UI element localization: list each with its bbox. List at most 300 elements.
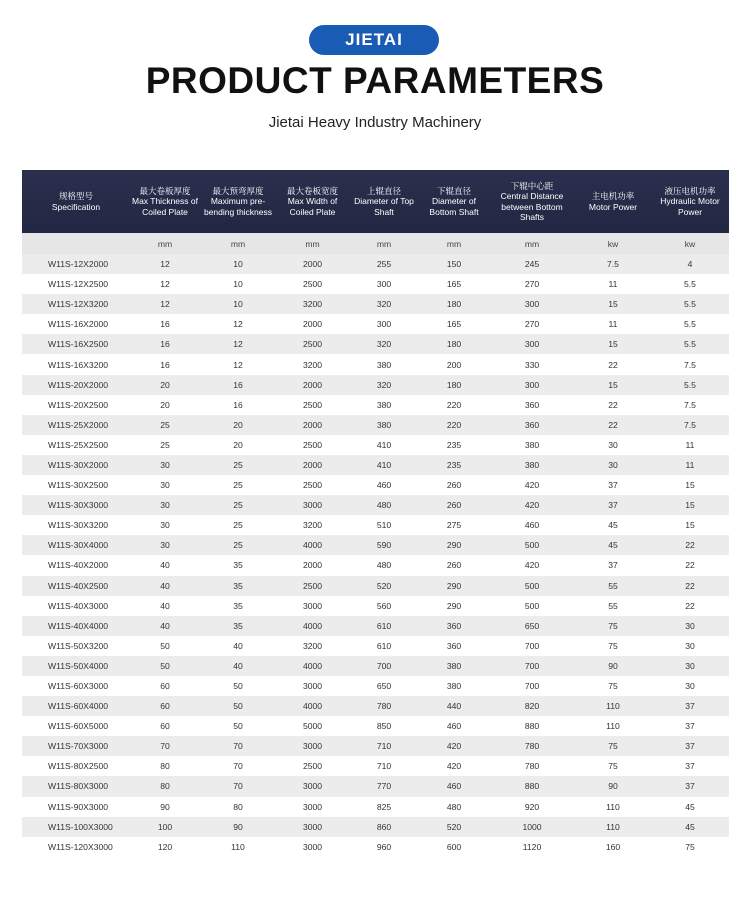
table-row xyxy=(22,254,729,274)
table-cell: 35 xyxy=(200,616,276,636)
table-cell: 50 xyxy=(200,696,276,716)
column-header xyxy=(575,170,651,233)
spec-model-cell: W11S-40X2500 xyxy=(22,576,130,596)
table-cell: 5.5 xyxy=(651,375,729,395)
table-cell: 110 xyxy=(200,837,276,857)
table-cell: 40 xyxy=(130,576,200,596)
table-cell: 320 xyxy=(349,375,419,395)
table-cell: 75 xyxy=(651,837,729,857)
table-cell: 380 xyxy=(349,354,419,374)
page-subtitle: Jietai Heavy Industry Machinery xyxy=(268,114,482,131)
column-header xyxy=(22,170,130,233)
table-cell: 360 xyxy=(419,616,489,636)
table-cell: 25 xyxy=(200,455,276,475)
table-cell: 22 xyxy=(575,415,651,435)
table-cell: 35 xyxy=(200,596,276,616)
table-row xyxy=(22,435,729,455)
table-row xyxy=(22,294,729,314)
spec-model-cell: W11S-16X3200 xyxy=(22,354,130,374)
table-row xyxy=(22,576,729,596)
table-cell: 10 xyxy=(200,294,276,314)
column-header-zh: 规格型号 xyxy=(58,191,93,201)
table-cell: 460 xyxy=(349,475,419,495)
table-cell: 360 xyxy=(489,395,575,415)
table-cell: 165 xyxy=(419,314,489,334)
table-cell: 5.5 xyxy=(651,334,729,354)
table-cell: 22 xyxy=(651,535,729,555)
table-cell: 30 xyxy=(130,475,200,495)
table-cell: 960 xyxy=(349,837,419,857)
table-cell: 480 xyxy=(419,797,489,817)
spec-model-cell: W11S-40X3000 xyxy=(22,596,130,616)
table-cell: 780 xyxy=(349,696,419,716)
table-cell: 75 xyxy=(575,616,651,636)
table-cell: 75 xyxy=(575,636,651,656)
column-header-zh: 最大卷板宽度 xyxy=(286,185,338,196)
table-cell: 25 xyxy=(130,415,200,435)
table-cell: 110 xyxy=(575,817,651,837)
table-cell: 90 xyxy=(200,817,276,837)
table-cell: 380 xyxy=(419,656,489,676)
table-cell: 25 xyxy=(130,435,200,455)
table-row xyxy=(22,636,729,656)
table-cell: 300 xyxy=(349,274,419,294)
table-cell: 260 xyxy=(419,475,489,495)
table-cell: 5.5 xyxy=(651,294,729,314)
table-cell: 300 xyxy=(489,375,575,395)
column-header xyxy=(276,170,349,233)
table-cell: 4000 xyxy=(276,535,349,555)
column-header-en: Maximum pre-bending thickness xyxy=(203,196,273,217)
table-cell: 45 xyxy=(575,535,651,555)
table-cell: 80 xyxy=(130,776,200,796)
table-cell: 110 xyxy=(575,716,651,736)
table-cell: 700 xyxy=(489,636,575,656)
table-cell: 3200 xyxy=(276,294,349,314)
column-header-en: Max Thickness of Coiled Plate xyxy=(132,196,198,217)
spec-model-cell: W11S-12X2500 xyxy=(22,274,130,294)
table-cell: 3000 xyxy=(276,596,349,616)
table-cell: 45 xyxy=(651,817,729,837)
table-cell: 235 xyxy=(419,455,489,475)
table-row xyxy=(22,736,729,756)
column-header xyxy=(200,170,276,233)
table-cell: 35 xyxy=(200,555,276,575)
table-cell: 30 xyxy=(130,495,200,515)
table-cell: 420 xyxy=(419,756,489,776)
table-cell: 560 xyxy=(349,596,419,616)
table-cell: 40 xyxy=(130,596,200,616)
unit-cell: mm xyxy=(130,233,200,254)
table-cell: 380 xyxy=(419,676,489,696)
table-cell: 20 xyxy=(130,395,200,415)
table-cell: 90 xyxy=(130,797,200,817)
table-row xyxy=(22,395,729,415)
unit-cell: mm xyxy=(276,233,349,254)
table-row xyxy=(22,495,729,515)
table-cell: 15 xyxy=(651,475,729,495)
table-cell: 180 xyxy=(419,294,489,314)
table-cell: 3000 xyxy=(276,776,349,796)
table-cell: 300 xyxy=(489,294,575,314)
table-cell: 12 xyxy=(200,334,276,354)
table-cell: 610 xyxy=(349,616,419,636)
table-cell: 920 xyxy=(489,797,575,817)
column-header xyxy=(349,170,419,233)
table-cell: 55 xyxy=(575,576,651,596)
table-cell: 12 xyxy=(200,354,276,374)
table-cell: 20 xyxy=(200,435,276,455)
table-cell: 60 xyxy=(130,696,200,716)
table-cell: 37 xyxy=(651,696,729,716)
page-title: PRODUCT PARAMETERS xyxy=(145,60,605,101)
table-cell: 40 xyxy=(130,555,200,575)
spec-model-cell: W11S-30X3000 xyxy=(22,495,130,515)
table-cell: 25 xyxy=(200,515,276,535)
table-cell: 30 xyxy=(575,435,651,455)
table-cell: 2000 xyxy=(276,555,349,575)
table-cell: 650 xyxy=(349,676,419,696)
table-cell: 480 xyxy=(349,555,419,575)
table-cell: 825 xyxy=(349,797,419,817)
table-cell: 520 xyxy=(349,576,419,596)
table-cell: 30 xyxy=(651,636,729,656)
table-cell: 360 xyxy=(419,636,489,656)
spec-model-cell: W11S-50X4000 xyxy=(22,656,130,676)
table-cell: 3000 xyxy=(276,797,349,817)
table-cell: 11 xyxy=(651,435,729,455)
table-cell: 37 xyxy=(651,736,729,756)
table-cell: 12 xyxy=(130,294,200,314)
spec-model-cell: W11S-40X2000 xyxy=(22,555,130,575)
table-cell: 5.5 xyxy=(651,274,729,294)
table-cell: 710 xyxy=(349,736,419,756)
table-cell: 70 xyxy=(200,776,276,796)
table-cell: 880 xyxy=(489,716,575,736)
table-header-row xyxy=(22,170,729,233)
table-cell: 320 xyxy=(349,334,419,354)
table-cell: 180 xyxy=(419,334,489,354)
table-cell: 820 xyxy=(489,696,575,716)
table-cell: 440 xyxy=(419,696,489,716)
table-cell: 3200 xyxy=(276,515,349,535)
table-cell: 75 xyxy=(575,756,651,776)
table-cell: 510 xyxy=(349,515,419,535)
table-cell: 80 xyxy=(130,756,200,776)
table-cell: 165 xyxy=(419,274,489,294)
table-cell: 35 xyxy=(200,576,276,596)
table-cell: 16 xyxy=(130,314,200,334)
table-row xyxy=(22,696,729,716)
table-cell: 12 xyxy=(130,254,200,274)
table-cell: 12 xyxy=(130,274,200,294)
table-cell: 420 xyxy=(489,495,575,515)
table-cell: 100 xyxy=(130,817,200,837)
table-cell: 50 xyxy=(130,656,200,676)
table-cell: 460 xyxy=(419,716,489,736)
spec-model-cell: W11S-120X3000 xyxy=(22,837,130,857)
table-row xyxy=(22,274,729,294)
table-cell: 37 xyxy=(651,776,729,796)
spec-model-cell: W11S-12X2000 xyxy=(22,254,130,274)
table-row xyxy=(22,756,729,776)
table-cell: 90 xyxy=(575,656,651,676)
table-cell: 11 xyxy=(575,314,651,334)
table-cell: 11 xyxy=(575,274,651,294)
table-cell: 22 xyxy=(651,555,729,575)
table-cell: 1000 xyxy=(489,817,575,837)
column-header xyxy=(651,170,729,233)
table-cell: 5000 xyxy=(276,716,349,736)
table-cell: 40 xyxy=(130,616,200,636)
table-cell: 30 xyxy=(130,455,200,475)
table-cell: 300 xyxy=(489,334,575,354)
table-cell: 4 xyxy=(651,254,729,274)
table-row xyxy=(22,656,729,676)
table-cell: 110 xyxy=(575,797,651,817)
table-cell: 700 xyxy=(489,656,575,676)
table-row xyxy=(22,455,729,475)
table-cell: 4000 xyxy=(276,696,349,716)
table-cell: 710 xyxy=(349,756,419,776)
unit-cell: kw xyxy=(651,233,729,254)
table-cell: 3000 xyxy=(276,676,349,696)
unit-cell: mm xyxy=(489,233,575,254)
spec-model-cell: W11S-20X2500 xyxy=(22,395,130,415)
table-row xyxy=(22,797,729,817)
table-cell: 37 xyxy=(651,756,729,776)
table-cell: 60 xyxy=(130,716,200,736)
table-cell: 40 xyxy=(200,656,276,676)
table-cell: 10 xyxy=(200,274,276,294)
table-cell: 255 xyxy=(349,254,419,274)
column-header-zh: 液压电机功率 xyxy=(664,185,716,196)
table-cell: 2500 xyxy=(276,576,349,596)
table-row xyxy=(22,515,729,535)
table-cell: 880 xyxy=(489,776,575,796)
spec-model-cell: W11S-25X2000 xyxy=(22,415,130,435)
table-cell: 2500 xyxy=(276,334,349,354)
spec-model-cell: W11S-16X2000 xyxy=(22,314,130,334)
table-cell: 7.5 xyxy=(651,354,729,374)
table-cell: 2500 xyxy=(276,475,349,495)
table-cell: 90 xyxy=(575,776,651,796)
table-cell: 520 xyxy=(419,817,489,837)
spec-model-cell: W11S-70X3000 xyxy=(22,736,130,756)
table-cell: 15 xyxy=(575,375,651,395)
column-header-zh: 下辊直径 xyxy=(436,185,471,196)
table-cell: 235 xyxy=(419,435,489,455)
table-cell: 460 xyxy=(489,515,575,535)
column-header-en: Central Distance between Bottom Shafts xyxy=(500,191,564,222)
table-cell: 25 xyxy=(200,535,276,555)
table-cell: 320 xyxy=(349,294,419,314)
table-row xyxy=(22,616,729,636)
spec-model-cell: W11S-20X2000 xyxy=(22,375,130,395)
table-cell: 270 xyxy=(489,274,575,294)
table-cell: 500 xyxy=(489,535,575,555)
spec-model-cell: W11S-25X2500 xyxy=(22,435,130,455)
spec-model-cell: W11S-60X3000 xyxy=(22,676,130,696)
table-cell: 20 xyxy=(130,375,200,395)
table-cell: 3000 xyxy=(276,837,349,857)
table-cell: 500 xyxy=(489,596,575,616)
table-cell: 380 xyxy=(489,435,575,455)
table-row xyxy=(22,596,729,616)
table-cell: 16 xyxy=(200,395,276,415)
table-cell: 600 xyxy=(419,837,489,857)
table-cell: 55 xyxy=(575,596,651,616)
table-cell: 480 xyxy=(349,495,419,515)
table-cell: 7.5 xyxy=(651,395,729,415)
table-cell: 160 xyxy=(575,837,651,857)
table-cell: 7.5 xyxy=(575,254,651,274)
unit-cell: mm xyxy=(200,233,276,254)
table-row xyxy=(22,375,729,395)
table-cell: 10 xyxy=(200,254,276,274)
column-header-zh: 最大预弯厚度 xyxy=(212,185,264,196)
table-cell: 2000 xyxy=(276,455,349,475)
table-cell: 16 xyxy=(200,375,276,395)
column-header xyxy=(489,170,575,233)
table-cell: 2000 xyxy=(276,254,349,274)
units-row xyxy=(22,233,729,254)
column-header-zh: 主电机功率 xyxy=(591,191,635,201)
table-row xyxy=(22,716,729,736)
table-cell: 37 xyxy=(575,495,651,515)
table-row xyxy=(22,776,729,796)
table-cell: 22 xyxy=(575,395,651,415)
table-cell: 37 xyxy=(575,475,651,495)
brand-badge: JIETAI xyxy=(309,25,439,55)
table-cell: 70 xyxy=(200,756,276,776)
table-cell: 15 xyxy=(651,495,729,515)
table-cell: 330 xyxy=(489,354,575,374)
column-header-en: Diameter of Bottom Shaft xyxy=(429,196,479,217)
table-cell: 220 xyxy=(419,395,489,415)
table-cell: 700 xyxy=(489,676,575,696)
table-cell: 50 xyxy=(200,716,276,736)
table-cell: 50 xyxy=(130,636,200,656)
table-cell: 2500 xyxy=(276,395,349,415)
table-cell: 380 xyxy=(349,415,419,435)
table-cell: 16 xyxy=(130,334,200,354)
table-cell: 1120 xyxy=(489,837,575,857)
table-cell: 30 xyxy=(130,515,200,535)
table-cell: 30 xyxy=(651,676,729,696)
table-cell: 380 xyxy=(489,455,575,475)
table-cell: 290 xyxy=(419,596,489,616)
table-cell: 180 xyxy=(419,375,489,395)
table-cell: 200 xyxy=(419,354,489,374)
table-cell: 75 xyxy=(575,736,651,756)
table-cell: 40 xyxy=(200,636,276,656)
table-cell: 60 xyxy=(130,676,200,696)
table-cell: 360 xyxy=(489,415,575,435)
table-cell: 70 xyxy=(200,736,276,756)
spec-model-cell: W11S-50X3200 xyxy=(22,636,130,656)
table-cell: 2500 xyxy=(276,756,349,776)
table-cell: 45 xyxy=(575,515,651,535)
table-cell: 150 xyxy=(419,254,489,274)
spec-model-cell: W11S-30X3200 xyxy=(22,515,130,535)
table-cell: 15 xyxy=(575,334,651,354)
spec-model-cell: W11S-80X2500 xyxy=(22,756,130,776)
table-row xyxy=(22,676,729,696)
table-cell: 850 xyxy=(349,716,419,736)
spec-model-cell: W11S-60X5000 xyxy=(22,716,130,736)
spec-model-cell: W11S-60X4000 xyxy=(22,696,130,716)
table-cell: 4000 xyxy=(276,616,349,636)
spec-model-cell: W11S-90X3000 xyxy=(22,797,130,817)
table-cell: 770 xyxy=(349,776,419,796)
table-row xyxy=(22,817,729,837)
table-cell: 260 xyxy=(419,495,489,515)
table-row xyxy=(22,415,729,435)
table-cell: 260 xyxy=(419,555,489,575)
table-cell: 410 xyxy=(349,455,419,475)
table-cell: 220 xyxy=(419,415,489,435)
spec-model-cell: W11S-100X3000 xyxy=(22,817,130,837)
table-cell: 50 xyxy=(200,676,276,696)
table-cell: 500 xyxy=(489,576,575,596)
table-row xyxy=(22,354,729,374)
table-cell: 2000 xyxy=(276,375,349,395)
table-cell: 22 xyxy=(651,576,729,596)
table-cell: 420 xyxy=(489,475,575,495)
table-cell: 4000 xyxy=(276,656,349,676)
table-cell: 410 xyxy=(349,435,419,455)
spec-model-cell: W11S-12X3200 xyxy=(22,294,130,314)
unit-cell: kw xyxy=(575,233,651,254)
table-cell: 120 xyxy=(130,837,200,857)
table-cell: 37 xyxy=(651,716,729,736)
table-cell: 110 xyxy=(575,696,651,716)
unit-cell xyxy=(22,233,130,254)
table-cell: 11 xyxy=(651,455,729,475)
spec-model-cell: W11S-30X2500 xyxy=(22,475,130,495)
table-cell: 30 xyxy=(130,535,200,555)
table-cell: 460 xyxy=(419,776,489,796)
table-cell: 3000 xyxy=(276,495,349,515)
spec-model-cell: W11S-30X4000 xyxy=(22,535,130,555)
table-row xyxy=(22,535,729,555)
table-cell: 20 xyxy=(200,415,276,435)
table-cell: 380 xyxy=(349,395,419,415)
table-cell: 3200 xyxy=(276,354,349,374)
table-cell: 2500 xyxy=(276,435,349,455)
table-cell: 2000 xyxy=(276,415,349,435)
table-row xyxy=(22,314,729,334)
table-cell: 30 xyxy=(651,656,729,676)
table-cell: 275 xyxy=(419,515,489,535)
spec-model-cell: W11S-40X4000 xyxy=(22,616,130,636)
table-cell: 270 xyxy=(489,314,575,334)
column-header-en: Max Width of Coiled Plate xyxy=(287,196,338,217)
column-header-zh: 下辊中心距 xyxy=(510,180,554,191)
unit-cell: mm xyxy=(349,233,419,254)
table-row xyxy=(22,837,729,857)
table-cell: 37 xyxy=(575,555,651,575)
spec-model-cell: W11S-16X2500 xyxy=(22,334,130,354)
column-header-en: Hydraulic Motor Power xyxy=(660,196,720,217)
table-cell: 25 xyxy=(200,495,276,515)
column-header xyxy=(130,170,200,233)
table-cell: 12 xyxy=(200,314,276,334)
column-header-en: Motor Power xyxy=(588,201,638,212)
table-cell: 75 xyxy=(575,676,651,696)
table-cell: 700 xyxy=(349,656,419,676)
